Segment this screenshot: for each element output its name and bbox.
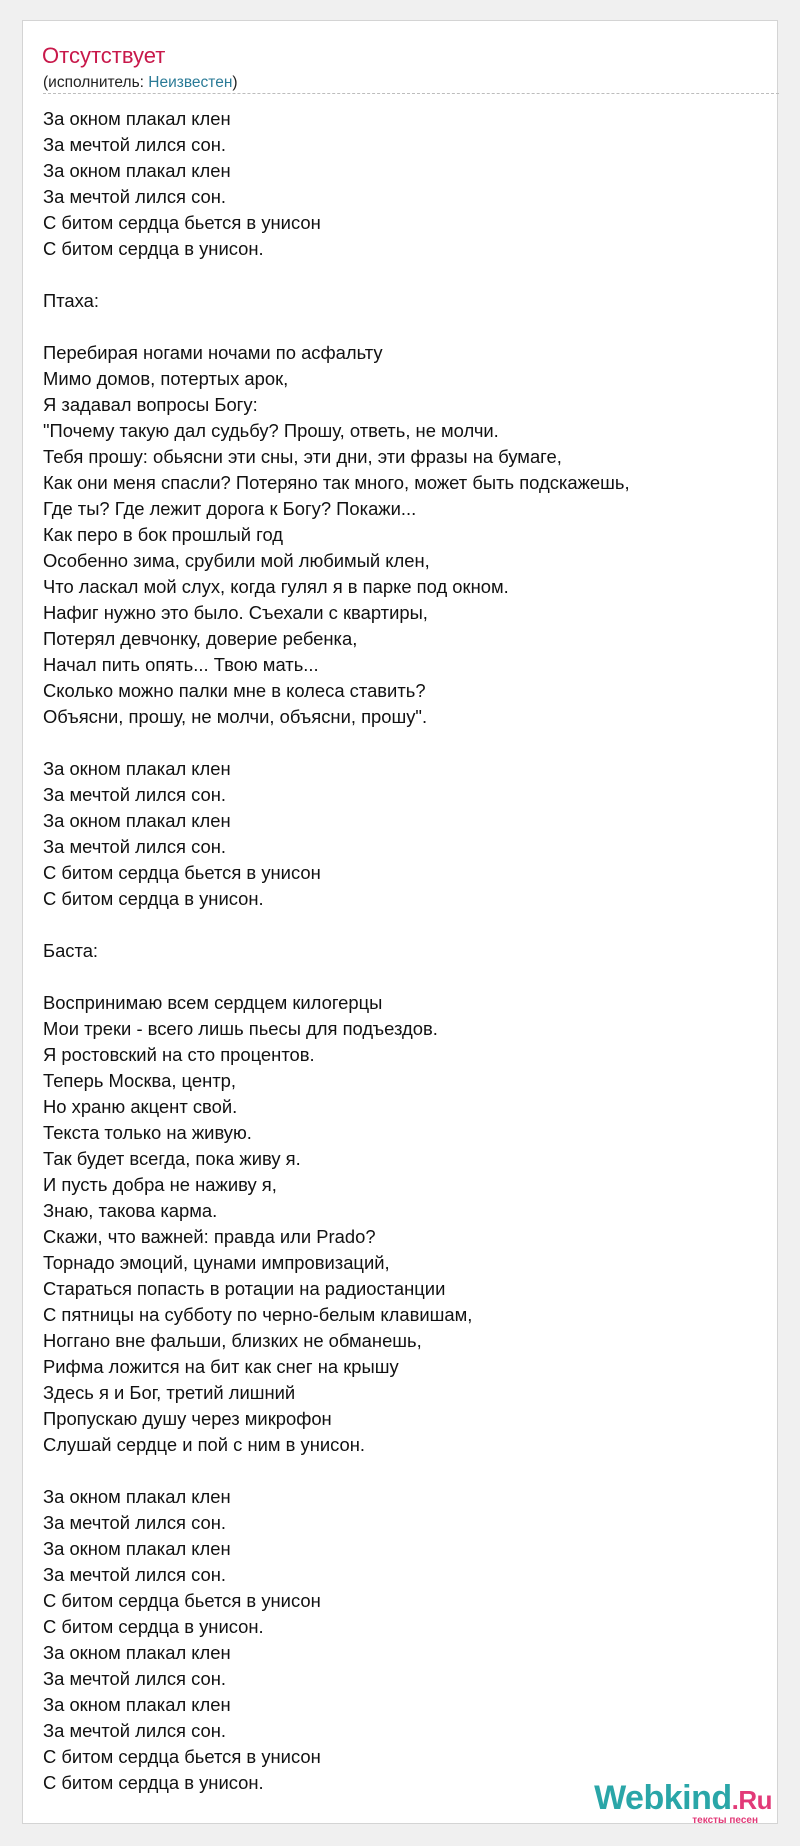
logo-tld-text: .Ru <box>731 1785 772 1815</box>
lyric-line: Где ты? Где лежит дорога к Богу? Покажи... <box>43 498 417 519</box>
lyric-line: За мечтой лился сон. <box>43 1668 227 1689</box>
lyric-line: Начал пить опять... Твою мать... <box>43 654 319 675</box>
lyric-line: За окном плакал клен <box>43 810 231 831</box>
lyric-line: Знаю, такова карма. <box>43 1200 218 1221</box>
lyric-line: Торнадо эмоций, цунами импровизаций, <box>43 1252 390 1273</box>
lyric-line: Мои треки - всего лишь пьесы для подъездов. <box>43 1018 438 1039</box>
lyric-line: Мимо домов, потертых арок, <box>43 368 289 389</box>
lyric-line: С битом сердца бьется в унисон <box>43 212 321 233</box>
lyric-line: За мечтой лился сон. <box>43 186 227 207</box>
lyric-line: Птаха: <box>43 290 99 311</box>
lyric-line: Нафиг нужно это было. Съехали с квартиры, <box>43 602 428 623</box>
logo-tagline: тексты песен <box>692 1815 758 1826</box>
dashed-divider <box>43 93 779 94</box>
lyric-line: За окном плакал клен <box>43 1642 231 1663</box>
lyric-line: За окном плакал клен <box>43 108 231 129</box>
lyric-line: За мечтой лился сон. <box>43 1720 227 1741</box>
lyric-line: С пятницы на субботу по черно-белым клавишам, <box>43 1304 473 1325</box>
lyric-line: Как они меня спасли? Потеряно так много, может быть подскажешь, <box>43 472 630 493</box>
lyric-blank-line <box>43 912 743 938</box>
lyric-line: Перебирая ногами ночами по асфальту <box>43 342 383 363</box>
lyric-line: Сколько можно палки мне в колеса ставить? <box>43 680 426 701</box>
lyric-line: С битом сердца бьется в унисон <box>43 1590 321 1611</box>
lyric-line: Пропускаю душу через микрофон <box>43 1408 332 1429</box>
lyric-blank-line <box>43 262 743 288</box>
lyric-line: Потерял девчонку, доверие ребенка, <box>43 628 358 649</box>
lyric-line: Скажи, что важней: правда или Prado? <box>43 1226 376 1247</box>
lyric-line: С битом сердца в унисон. <box>43 1616 264 1637</box>
lyrics-text <box>43 106 743 1796</box>
lyric-line: За мечтой лился сон. <box>43 836 227 857</box>
lyric-blank-line <box>43 1458 743 1484</box>
lyric-line: За окном плакал клен <box>43 1538 231 1559</box>
lyric-line: Теперь Москва, центр, <box>43 1070 237 1091</box>
lyric-line: За мечтой лился сон. <box>43 1512 227 1533</box>
lyric-line: Текста только на живую. <box>43 1122 252 1143</box>
lyric-line: Так будет всегда, пока живу я. <box>43 1148 301 1169</box>
lyric-blank-line <box>43 964 743 990</box>
lyric-line: Воспринимаю всем сердцем килогерцы <box>43 992 383 1013</box>
artist-prefix: (исполнитель: <box>43 74 149 91</box>
lyric-line: Но храню акцент свой. <box>43 1096 238 1117</box>
artist-line <box>43 73 238 93</box>
lyric-line: Как перо в бок прошлый год <box>43 524 284 545</box>
lyric-line: Я ростовский на сто процентов. <box>43 1044 315 1065</box>
lyric-line: Особенно зима, срубили мой любимый клен, <box>43 550 430 571</box>
artist-suffix: ) <box>232 74 238 91</box>
lyric-line: Стараться попасть в ротации на радиостанции <box>43 1278 446 1299</box>
lyric-line: И пусть добра не наживу я, <box>43 1174 277 1195</box>
lyric-line: За окном плакал клен <box>43 758 231 779</box>
lyric-line: Я задавал вопросы Богу: <box>43 394 258 415</box>
lyric-line: С битом сердца бьется в унисон <box>43 862 321 883</box>
lyric-line: Что ласкал мой слух, когда гулял я в парке под окном. <box>43 576 509 597</box>
lyric-line: Объясни, прошу, не молчи, объясни, прошу". <box>43 706 428 727</box>
lyrics-card <box>22 20 778 1824</box>
lyric-line: За окном плакал клен <box>43 1486 231 1507</box>
lyric-line: За окном плакал клен <box>43 1694 231 1715</box>
lyric-line: За окном плакал клен <box>43 160 231 181</box>
lyric-line: С битом сердца в унисон. <box>43 1772 264 1793</box>
webkind-logo[interactable] <box>572 1780 772 1824</box>
logo-main-text: Webkind <box>594 1779 732 1817</box>
lyric-line: С битом сердца в унисон. <box>43 888 264 909</box>
lyric-line: Здесь я и Бог, третий лишний <box>43 1382 296 1403</box>
lyric-line: Рифма ложится на бит как снег на крышу <box>43 1356 399 1377</box>
lyric-blank-line <box>43 730 743 756</box>
lyric-line: За мечтой лился сон. <box>43 1564 227 1585</box>
artist-link[interactable]: Неизвестен <box>148 74 233 91</box>
lyric-line: За мечтой лился сон. <box>43 134 227 155</box>
lyric-line: За мечтой лился сон. <box>43 784 227 805</box>
lyric-line: С битом сердца в унисон. <box>43 238 264 259</box>
lyric-line: Тебя прошу: обьясни эти сны, эти дни, эти фразы на бумаге, <box>43 446 562 467</box>
lyric-line: Ноггано вне фальши, близких не обманешь, <box>43 1330 422 1351</box>
lyric-line: Баста: <box>43 940 99 961</box>
lyric-line: "Почему такую дал судьбу? Прошу, ответь, не молчи. <box>43 420 499 441</box>
lyric-blank-line <box>43 314 743 340</box>
logo-wordmark <box>594 1780 772 1818</box>
lyric-line: Слушай сердце и пой с ним в унисон. <box>43 1434 366 1455</box>
lyric-line: С битом сердца бьется в унисон <box>43 1746 321 1767</box>
song-title: Отсутствует <box>42 43 166 68</box>
